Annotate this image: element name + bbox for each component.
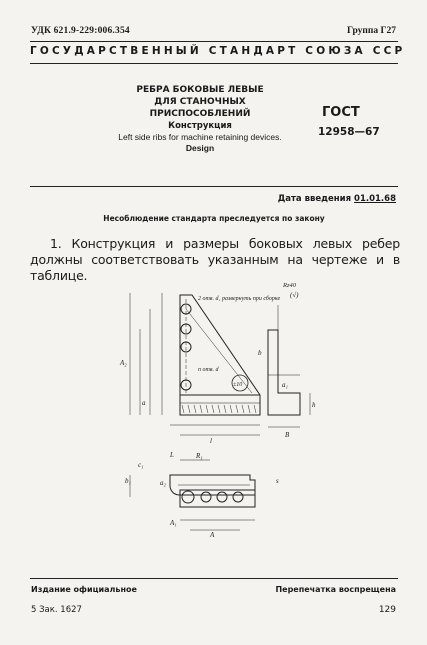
dim-A2: A₂ — [120, 359, 127, 367]
roughness-mark: Rz40 — [283, 282, 296, 289]
roundness-mark: ±10 — [233, 382, 243, 388]
edition-note: Издание официальное — [31, 585, 137, 594]
page-number: 129 — [378, 605, 396, 615]
dim-l: l — [210, 437, 212, 445]
dim-a2: a₂ — [160, 479, 166, 487]
title-english-2: Design — [185, 143, 215, 153]
gost-label: ГОСТ — [322, 105, 360, 120]
title-block — [100, 84, 300, 154]
dim-R1: R₁ — [196, 452, 203, 460]
section-rule — [30, 186, 398, 187]
title-subtitle: Конструкция — [168, 121, 232, 131]
footer-rule — [30, 578, 398, 579]
header-rule-top — [30, 41, 398, 42]
dim-A1: A₁ — [170, 519, 177, 527]
dim-a: a — [142, 399, 146, 407]
note-pin: 2 отв. d₁ развернуть при сборке — [198, 296, 281, 302]
intro-date-value: 01.01.68 — [354, 194, 396, 204]
dim-c1: c₁ — [138, 461, 144, 469]
udk-code: УДК 621.9-229:006.354 — [31, 26, 130, 36]
intro-date — [278, 194, 396, 204]
technical-drawing — [100, 275, 340, 550]
roughness-paren: (√) — [290, 291, 299, 299]
rib-front-view — [180, 295, 260, 415]
paragraph-1: 1. Конструкция и размеры боковых левых ребер должны соответствовать указанным на чертеже и в таблице. — [30, 236, 400, 283]
title-english-1: Left side ribs for machine retaining devices. — [118, 132, 282, 142]
dim-b: b — [258, 349, 262, 357]
note-holes: n отв. d — [198, 367, 219, 373]
order-number: 5 Зак. 1627 — [31, 605, 82, 615]
title-line-2: ДЛЯ СТАНОЧНЫХ — [154, 97, 246, 107]
dim-a1: a₁ — [282, 381, 288, 389]
intro-date-label: Дата введения — [277, 194, 352, 204]
title-line-3: ПРИСПОСОБЛЕНИЙ — [149, 109, 251, 119]
rib-side-view — [268, 330, 300, 415]
state-standard-banner: ГОСУДАРСТВЕННЫЙ СТАНДАРТ СОЮЗА ССР — [30, 45, 406, 57]
dim-b1: b₁ — [125, 477, 131, 485]
reprint-note: Перепечатка воспрещена — [275, 585, 396, 594]
dim-L: L — [170, 451, 174, 459]
title-line-1: РЕБРА БОКОВЫЕ ЛЕВЫЕ — [136, 85, 264, 95]
header-rule-bottom — [30, 63, 398, 64]
dim-B: B — [285, 431, 290, 439]
group-code: Группа Г27 — [347, 26, 396, 36]
dim-A: A — [210, 531, 215, 539]
dim-s: s — [276, 477, 279, 485]
dim-h: h — [312, 401, 316, 409]
legal-notice: Несоблюдение стандарта преследуется по закону — [103, 214, 325, 223]
gost-number: 12958—67 — [318, 126, 380, 138]
